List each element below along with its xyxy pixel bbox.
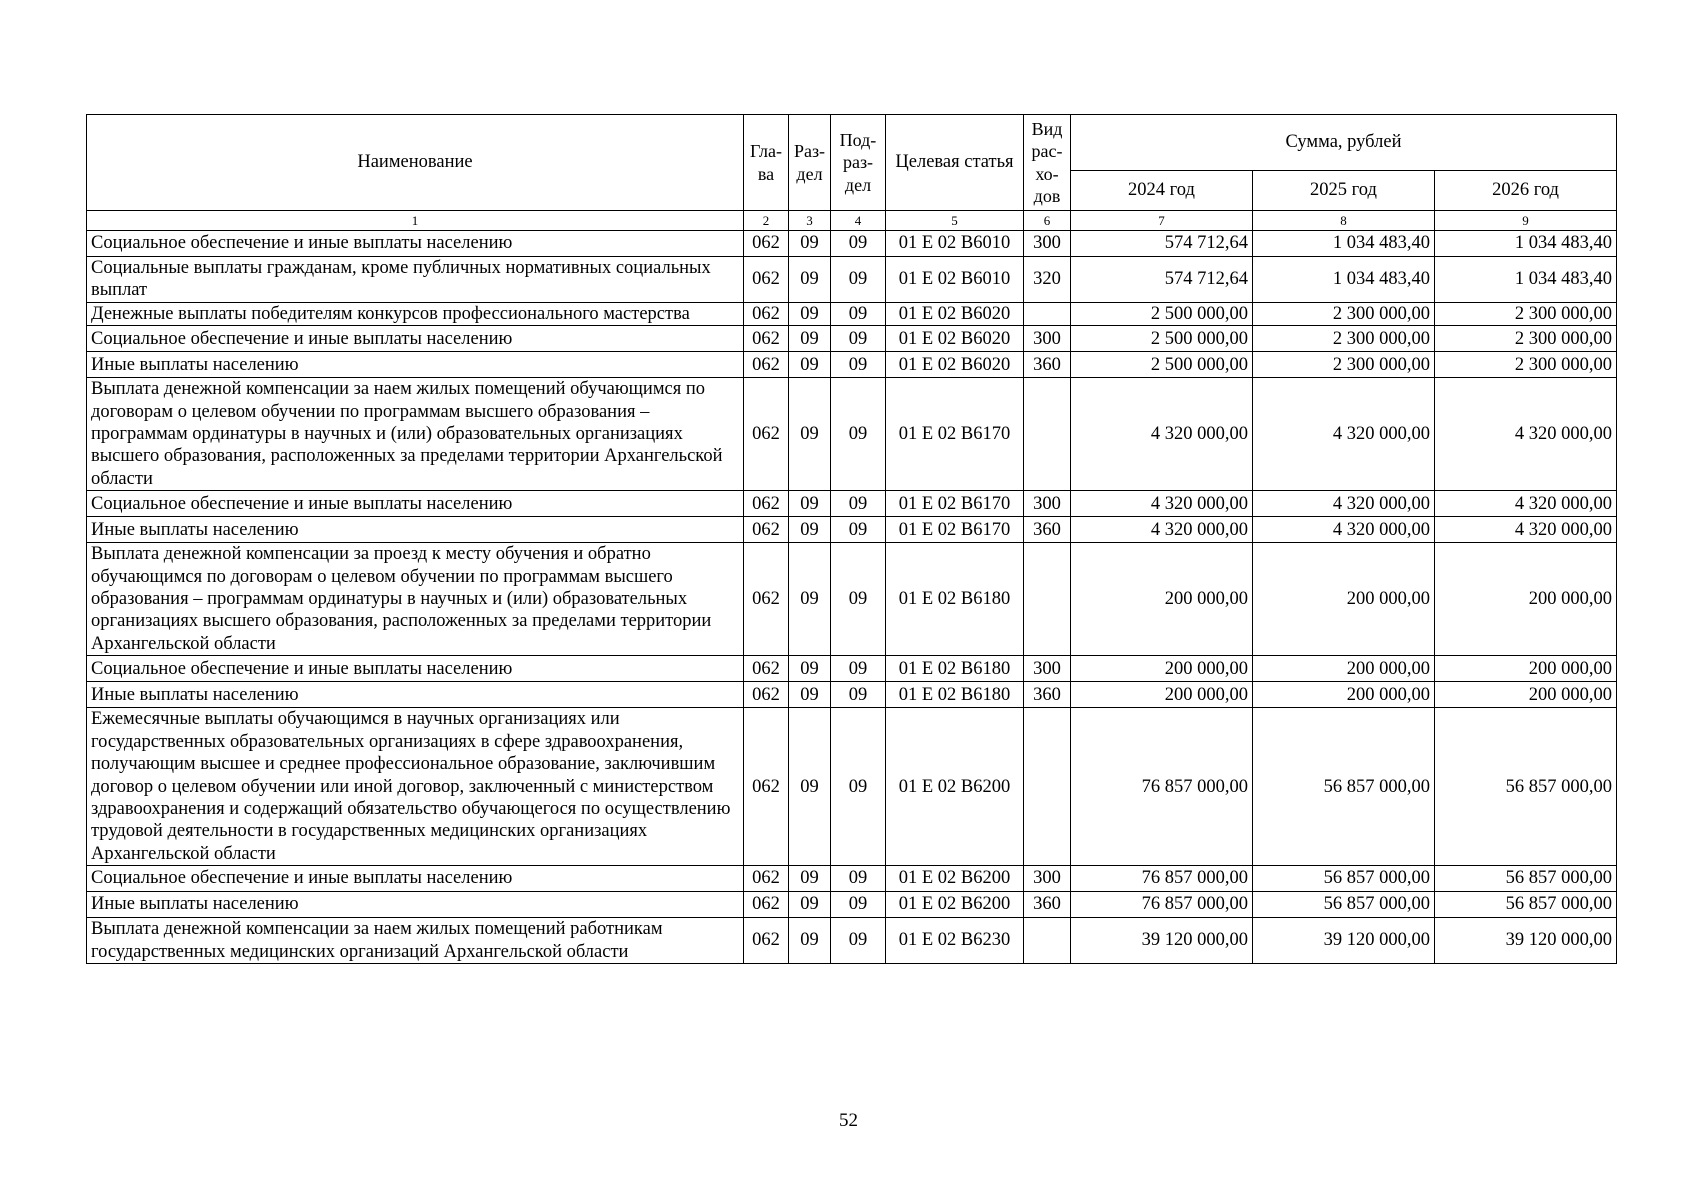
row-name: Социальное обеспечение и иные выплаты населению — [87, 656, 744, 682]
row-sum-2026: 4 320 000,00 — [1435, 378, 1617, 491]
row-vid-raskhodov: 360 — [1024, 892, 1071, 918]
row-podrazdel: 09 — [831, 918, 886, 964]
table-row — [87, 918, 1617, 964]
row-glava: 062 — [744, 682, 789, 708]
header-tselevaya-statya: Целевая статья — [886, 115, 1024, 211]
row-sum-2024: 2 500 000,00 — [1071, 326, 1253, 352]
row-glava: 062 — [744, 656, 789, 682]
row-name: Иные выплаты населению — [87, 517, 744, 543]
row-sum-2024: 200 000,00 — [1071, 656, 1253, 682]
row-name: Иные выплаты населению — [87, 682, 744, 708]
row-sum-2026: 200 000,00 — [1435, 656, 1617, 682]
row-vid-raskhodov: 360 — [1024, 352, 1071, 378]
table-row — [87, 543, 1617, 656]
row-razdel: 09 — [789, 378, 831, 491]
row-name: Социальное обеспечение и иные выплаты населению — [87, 866, 744, 892]
row-sum-2025: 56 857 000,00 — [1253, 708, 1435, 866]
row-tselevaya-statya: 01 Е 02 В6010 — [886, 257, 1024, 303]
row-sum-2025: 2 300 000,00 — [1253, 352, 1435, 378]
row-tselevaya-statya: 01 Е 02 В6020 — [886, 352, 1024, 378]
row-razdel: 09 — [789, 543, 831, 656]
row-sum-2024: 574 712,64 — [1071, 257, 1253, 303]
row-sum-2024: 39 120 000,00 — [1071, 918, 1253, 964]
row-sum-2026: 1 034 483,40 — [1435, 257, 1617, 303]
row-razdel: 09 — [789, 257, 831, 303]
row-podrazdel: 09 — [831, 302, 886, 325]
row-vid-raskhodov: 300 — [1024, 491, 1071, 517]
row-glava: 062 — [744, 918, 789, 964]
row-sum-2025: 4 320 000,00 — [1253, 491, 1435, 517]
row-sum-2025: 200 000,00 — [1253, 543, 1435, 656]
row-razdel: 09 — [789, 656, 831, 682]
row-name: Выплата денежной компенсации за наем жилых помещений обучающимся по договорам о целевом обучении по программам высшего образования – программам ординатуры в научных и (или) образовательных организациях высшего образования, расположенных за пределами территории Архангельской области — [87, 378, 744, 491]
row-sum-2024: 2 500 000,00 — [1071, 352, 1253, 378]
row-sum-2025: 200 000,00 — [1253, 682, 1435, 708]
row-vid-raskhodov: 300 — [1024, 656, 1071, 682]
row-tselevaya-statya: 01 Е 02 В6200 — [886, 708, 1024, 866]
row-razdel: 09 — [789, 918, 831, 964]
row-sum-2026: 2 300 000,00 — [1435, 326, 1617, 352]
row-vid-raskhodov: 320 — [1024, 257, 1071, 303]
row-sum-2026: 4 320 000,00 — [1435, 491, 1617, 517]
header-year-2025: 2025 год — [1253, 171, 1435, 211]
row-vid-raskhodov — [1024, 708, 1071, 866]
table-row — [87, 708, 1617, 866]
header-year-2024: 2024 год — [1071, 171, 1253, 211]
column-number: 1 — [87, 211, 744, 231]
row-razdel: 09 — [789, 231, 831, 257]
row-sum-2025: 2 300 000,00 — [1253, 302, 1435, 325]
row-sum-2025: 39 120 000,00 — [1253, 918, 1435, 964]
row-glava: 062 — [744, 231, 789, 257]
row-razdel: 09 — [789, 682, 831, 708]
row-vid-raskhodov: 360 — [1024, 682, 1071, 708]
row-sum-2024: 574 712,64 — [1071, 231, 1253, 257]
column-number: 6 — [1024, 211, 1071, 231]
row-glava: 062 — [744, 302, 789, 325]
row-name: Социальное обеспечение и иные выплаты населению — [87, 231, 744, 257]
header-podrazdel: Под-раз-дел — [831, 115, 886, 211]
row-razdel: 09 — [789, 352, 831, 378]
row-sum-2024: 4 320 000,00 — [1071, 517, 1253, 543]
row-podrazdel: 09 — [831, 231, 886, 257]
row-razdel: 09 — [789, 302, 831, 325]
row-name: Социальные выплаты гражданам, кроме публичных нормативных социальных выплат — [87, 257, 744, 303]
row-sum-2026: 56 857 000,00 — [1435, 892, 1617, 918]
table-row — [87, 257, 1617, 303]
row-name: Социальное обеспечение и иные выплаты населению — [87, 491, 744, 517]
row-podrazdel: 09 — [831, 517, 886, 543]
column-number-row — [87, 211, 1617, 231]
table-row — [87, 352, 1617, 378]
row-name: Ежемесячные выплаты обучающимся в научных организациях или государственных образовательных организациях в сфере здравоохранения, получающим высшее и среднее профессиональное образование, заключившим договор о целевом обучении или иной договор, заключенный с министерством здравоохранения и содержащий обязательство обучающегося по осуществлению трудовой деятельности в государственных медицинских организациях Архангельской области — [87, 708, 744, 866]
row-sum-2025: 4 320 000,00 — [1253, 517, 1435, 543]
row-glava: 062 — [744, 352, 789, 378]
row-podrazdel: 09 — [831, 656, 886, 682]
row-podrazdel: 09 — [831, 326, 886, 352]
row-glava: 062 — [744, 892, 789, 918]
row-sum-2026: 2 300 000,00 — [1435, 352, 1617, 378]
row-tselevaya-statya: 01 Е 02 В6170 — [886, 491, 1024, 517]
row-sum-2024: 200 000,00 — [1071, 682, 1253, 708]
table-row — [87, 866, 1617, 892]
column-number: 2 — [744, 211, 789, 231]
row-name: Иные выплаты населению — [87, 892, 744, 918]
row-sum-2024: 2 500 000,00 — [1071, 302, 1253, 325]
table-row — [87, 231, 1617, 257]
row-sum-2024: 4 320 000,00 — [1071, 491, 1253, 517]
row-vid-raskhodov — [1024, 378, 1071, 491]
header-name: Наименование — [87, 115, 744, 211]
row-sum-2026: 1 034 483,40 — [1435, 231, 1617, 257]
row-podrazdel: 09 — [831, 491, 886, 517]
row-vid-raskhodov — [1024, 918, 1071, 964]
budget-table — [86, 114, 1617, 964]
header-year-2026: 2026 год — [1435, 171, 1617, 211]
row-sum-2025: 56 857 000,00 — [1253, 866, 1435, 892]
row-razdel: 09 — [789, 517, 831, 543]
row-sum-2024: 200 000,00 — [1071, 543, 1253, 656]
row-name: Выплата денежной компенсации за проезд к месту обучения и обратно обучающимся по договорам о целевом обучении по программам высшего образования – программам ординатуры в научных и (или) образовательных организациях высшего образования, расположенных за пределами территории Архангельской области — [87, 543, 744, 656]
row-razdel: 09 — [789, 326, 831, 352]
row-glava: 062 — [744, 378, 789, 491]
row-sum-2025: 1 034 483,40 — [1253, 257, 1435, 303]
column-number: 5 — [886, 211, 1024, 231]
row-name: Иные выплаты населению — [87, 352, 744, 378]
row-sum-2026: 56 857 000,00 — [1435, 708, 1617, 866]
row-razdel: 09 — [789, 491, 831, 517]
row-vid-raskhodov — [1024, 302, 1071, 325]
row-tselevaya-statya: 01 Е 02 В6010 — [886, 231, 1024, 257]
row-podrazdel: 09 — [831, 352, 886, 378]
row-tselevaya-statya: 01 Е 02 В6200 — [886, 892, 1024, 918]
table-row — [87, 378, 1617, 491]
header-razdel: Раз-дел — [789, 115, 831, 211]
page-number: 52 — [839, 1110, 858, 1131]
row-vid-raskhodov: 300 — [1024, 326, 1071, 352]
row-sum-2026: 2 300 000,00 — [1435, 302, 1617, 325]
row-glava: 062 — [744, 866, 789, 892]
column-number: 4 — [831, 211, 886, 231]
row-vid-raskhodov: 360 — [1024, 517, 1071, 543]
table-row — [87, 682, 1617, 708]
column-number: 3 — [789, 211, 831, 231]
table-row — [87, 491, 1617, 517]
row-sum-2025: 4 320 000,00 — [1253, 378, 1435, 491]
row-sum-2026: 39 120 000,00 — [1435, 918, 1617, 964]
column-number: 9 — [1435, 211, 1617, 231]
row-tselevaya-statya: 01 Е 02 В6170 — [886, 517, 1024, 543]
row-name: Денежные выплаты победителям конкурсов профессионального мастерства — [87, 302, 744, 325]
row-podrazdel: 09 — [831, 378, 886, 491]
row-sum-2024: 76 857 000,00 — [1071, 708, 1253, 866]
table-row — [87, 517, 1617, 543]
row-sum-2025: 200 000,00 — [1253, 656, 1435, 682]
row-tselevaya-statya: 01 Е 02 В6020 — [886, 302, 1024, 325]
header-vid-raskhodov: Вид рас-хо-дов — [1024, 115, 1071, 211]
table-row — [87, 656, 1617, 682]
row-sum-2026: 56 857 000,00 — [1435, 866, 1617, 892]
row-tselevaya-statya: 01 Е 02 В6200 — [886, 866, 1024, 892]
row-podrazdel: 09 — [831, 257, 886, 303]
row-sum-2026: 200 000,00 — [1435, 682, 1617, 708]
row-vid-raskhodov: 300 — [1024, 866, 1071, 892]
row-podrazdel: 09 — [831, 682, 886, 708]
row-glava: 062 — [744, 543, 789, 656]
row-podrazdel: 09 — [831, 543, 886, 656]
row-glava: 062 — [744, 257, 789, 303]
row-sum-2026: 4 320 000,00 — [1435, 517, 1617, 543]
header-summa: Сумма, рублей — [1071, 115, 1617, 171]
row-tselevaya-statya: 01 Е 02 В6020 — [886, 326, 1024, 352]
row-glava: 062 — [744, 708, 789, 866]
row-sum-2024: 76 857 000,00 — [1071, 866, 1253, 892]
row-razdel: 09 — [789, 892, 831, 918]
row-vid-raskhodov: 300 — [1024, 231, 1071, 257]
table-row — [87, 892, 1617, 918]
row-sum-2025: 1 034 483,40 — [1253, 231, 1435, 257]
column-number: 8 — [1253, 211, 1435, 231]
column-number: 7 — [1071, 211, 1253, 231]
row-glava: 062 — [744, 517, 789, 543]
row-vid-raskhodov — [1024, 543, 1071, 656]
row-tselevaya-statya: 01 Е 02 В6170 — [886, 378, 1024, 491]
table-row — [87, 302, 1617, 325]
row-sum-2024: 76 857 000,00 — [1071, 892, 1253, 918]
row-glava: 062 — [744, 491, 789, 517]
row-glava: 062 — [744, 326, 789, 352]
row-podrazdel: 09 — [831, 866, 886, 892]
row-razdel: 09 — [789, 708, 831, 866]
row-tselevaya-statya: 01 Е 02 В6230 — [886, 918, 1024, 964]
row-sum-2025: 2 300 000,00 — [1253, 326, 1435, 352]
row-tselevaya-statya: 01 Е 02 В6180 — [886, 543, 1024, 656]
row-name: Социальное обеспечение и иные выплаты населению — [87, 326, 744, 352]
row-sum-2025: 56 857 000,00 — [1253, 892, 1435, 918]
header-glava: Гла-ва — [744, 115, 789, 211]
row-podrazdel: 09 — [831, 708, 886, 866]
row-razdel: 09 — [789, 866, 831, 892]
row-tselevaya-statya: 01 Е 02 В6180 — [886, 682, 1024, 708]
row-tselevaya-statya: 01 Е 02 В6180 — [886, 656, 1024, 682]
table-row — [87, 326, 1617, 352]
row-sum-2026: 200 000,00 — [1435, 543, 1617, 656]
row-sum-2024: 4 320 000,00 — [1071, 378, 1253, 491]
row-podrazdel: 09 — [831, 892, 886, 918]
row-name: Выплата денежной компенсации за наем жилых помещений работникам государственных медицинских организаций Архангельской области — [87, 918, 744, 964]
